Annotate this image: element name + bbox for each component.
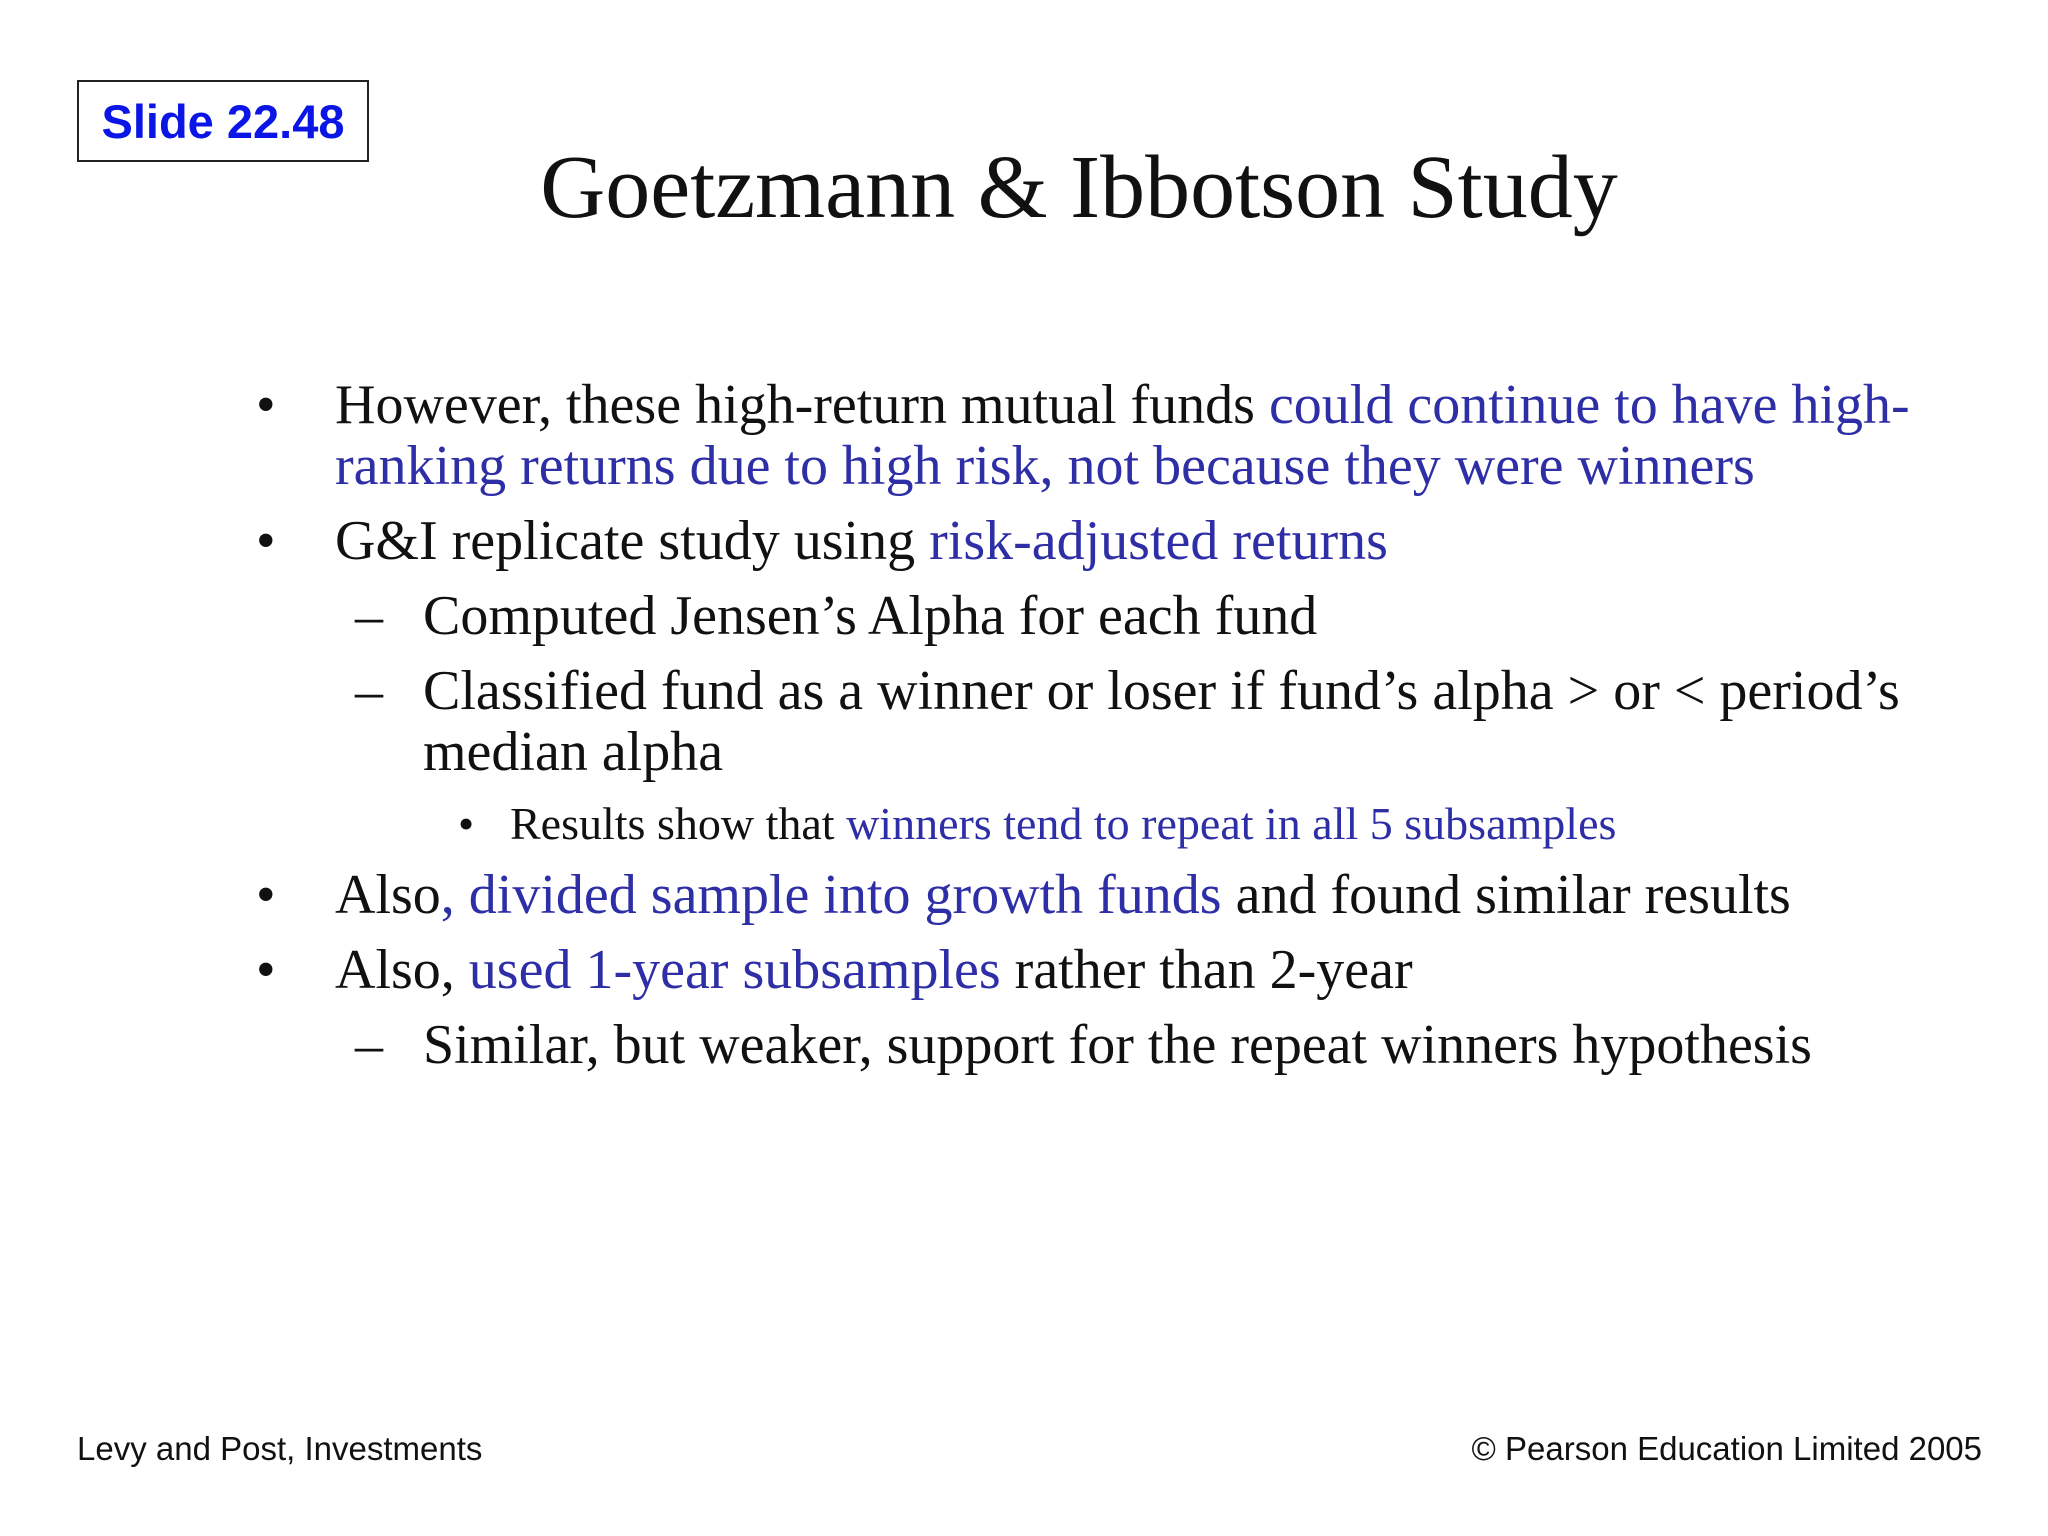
bullet-marker: • [458,798,475,849]
sub-bullet-text: Similar, but weaker, support for the repeat winners hypothesis [423,1014,1812,1076]
bullet-text-plain: However, these high-return mutual funds [335,374,1269,436]
bullet-marker: • [256,374,276,436]
bullet-marker: • [256,939,276,1001]
bullet-text-highlight: winners tend to repeat in all 5 subsamples [846,798,1617,849]
bullet-text-plain-after: rather than 2-year [1000,939,1413,1001]
bullet-item [250,940,1950,1001]
bullet-text [335,375,1950,497]
sub-sub-bullet-text [510,797,1950,851]
bullet-item [250,375,1950,497]
sub-bullet-text: Classified fund as a winner or loser if fund’s alpha > or < period’s median alpha [423,660,1900,783]
sub-bullet-text: Computed Jensen’s Alpha for each fund [423,585,1318,647]
sub-bullet-item [355,661,1950,783]
slide-content [250,375,1950,1090]
slide-title: Goetzmann & Ibbotson Study [540,138,1618,237]
bullet-text-plain: G&I replicate study using [335,510,930,572]
sub-bullet-item [355,1015,1950,1076]
bullet-text [335,865,1950,926]
slide-number-badge: Slide 22.48 [77,80,369,162]
dash-marker: – [355,585,383,647]
sub-sub-bullet-item [458,797,1950,851]
bullet-text-plain: Also [335,864,441,926]
bullet-text-highlight: could continue to have high-ranking returns due to high risk, not because they were winners [335,374,1910,497]
footer-source: Levy and Post, Investments [77,1430,483,1467]
bullet-text-plain: Also, [335,939,469,1001]
bullet-text-plain: Results show that [510,798,847,849]
bullet-text-highlight: , divided sample into growth funds [440,864,1222,926]
bullet-marker: • [256,864,276,926]
dash-marker: – [355,660,383,722]
sub-bullet-item [355,586,1950,647]
bullet-item [250,865,1950,926]
bullet-text [335,511,1950,572]
bullet-text-plain-after: and found similar results [1221,864,1791,926]
bullet-text-highlight: risk-adjusted returns [929,510,1388,572]
footer-copyright: © Pearson Education Limited 2005 [1471,1430,1982,1467]
bullet-marker: • [256,510,276,572]
bullet-item [250,511,1950,572]
dash-marker: – [355,1014,383,1076]
bullet-text [335,940,1950,1001]
bullet-text-highlight: used 1-year subsamples [468,939,1001,1001]
